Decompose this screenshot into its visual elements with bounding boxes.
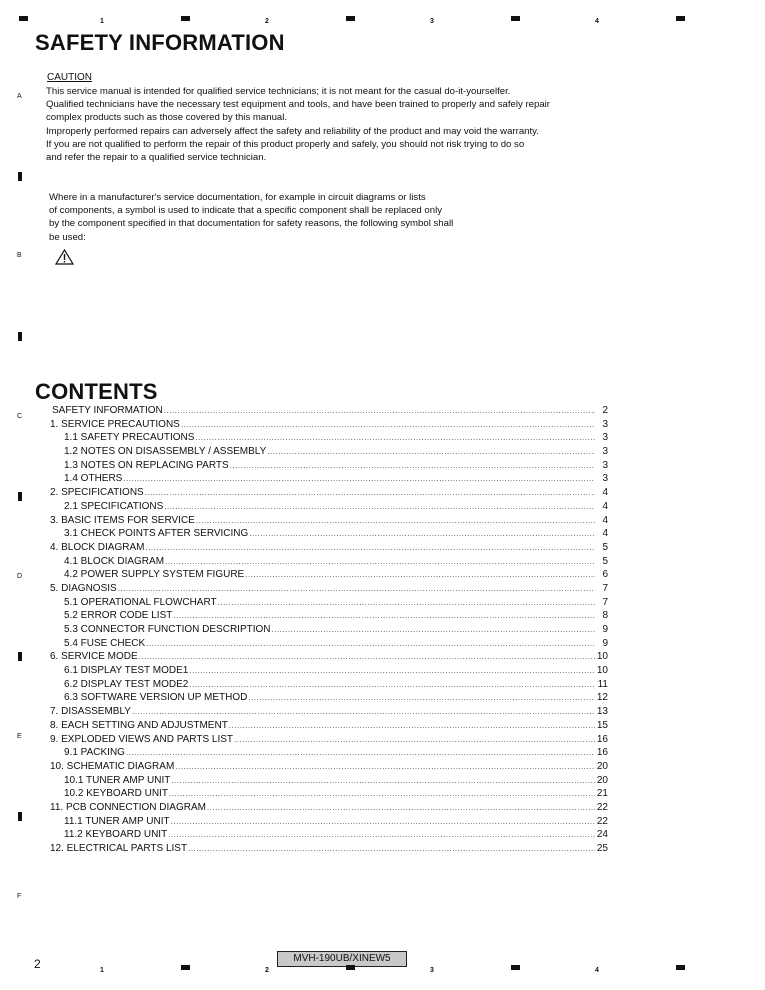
toc-entry xyxy=(40,746,608,760)
toc-entry xyxy=(40,527,608,541)
toc-leader-dots xyxy=(165,555,595,569)
toc-leader-dots xyxy=(132,705,595,719)
symbol-line: Where in a manufacturer's service documentation, for example in circuit diagrams or lists xyxy=(49,192,426,203)
toc-entry-page: 20 xyxy=(596,774,608,786)
toc-entry-page: 20 xyxy=(596,760,608,772)
toc-entry-page: 4 xyxy=(602,528,608,540)
registration-mark xyxy=(19,16,28,21)
toc-leader-dots xyxy=(188,842,595,856)
toc-leader-dots xyxy=(146,637,595,651)
toc-entry-page: 3 xyxy=(602,446,608,458)
symbol-line: by the component specified in that documentation for safety reasons, the following symbol shall xyxy=(49,218,454,230)
registration-mark xyxy=(346,965,355,970)
toc-entry-title: 5. DIAGNOSIS xyxy=(50,582,117,594)
caution-line: and refer the repair to a qualified service technician. xyxy=(46,152,267,164)
symbol-text xyxy=(49,191,453,244)
toc-entry xyxy=(40,541,608,555)
registration-mark xyxy=(18,652,22,661)
toc-entry-page: 11 xyxy=(597,678,608,690)
toc-leader-dots xyxy=(145,541,595,555)
toc-leader-dots xyxy=(267,445,595,459)
toc-entry-title: 5.4 FUSE CHECK xyxy=(64,637,146,649)
row-letter: D xyxy=(17,573,23,580)
toc-entry-title: 5.2 ERROR CODE LIST xyxy=(64,610,173,622)
toc-entry-page: 4 xyxy=(602,514,608,526)
row-letter: E xyxy=(17,733,22,740)
registration-mark xyxy=(18,492,22,501)
toc-entry-title: 7. DISASSEMBLY xyxy=(50,706,131,718)
safety-title: SAFETY INFORMATION xyxy=(35,30,285,55)
toc-entry-title: 10. SCHEMATIC DIAGRAM xyxy=(50,760,175,772)
toc-entry xyxy=(40,664,608,678)
toc-entry-page: 3 xyxy=(602,418,608,430)
toc-leader-dots xyxy=(181,418,595,432)
toc-entry-title: 3. BASIC ITEMS FOR SERVICE xyxy=(50,514,195,526)
toc-entry-title: 1. SERVICE PRECAUTIONS xyxy=(50,418,180,430)
toc-entry xyxy=(40,733,608,747)
toc-leader-dots xyxy=(123,472,595,486)
toc-entry xyxy=(40,705,608,719)
toc-leader-dots xyxy=(139,650,595,664)
toc-leader-dots xyxy=(171,774,595,788)
toc-entry-page: 21 xyxy=(596,788,608,800)
toc-entry-title: 9. EXPLODED VIEWS AND PARTS LIST xyxy=(50,733,234,745)
toc-entry-page: 13 xyxy=(596,706,608,718)
toc-entry-title: 4. BLOCK DIAGRAM xyxy=(50,541,145,553)
toc-entry-page: 16 xyxy=(596,747,608,759)
toc-leader-dots xyxy=(164,500,595,514)
toc-entry-title: 12. ELECTRICAL PARTS LIST xyxy=(50,843,188,854)
toc-entry xyxy=(40,760,608,774)
toc-entry-page: 3 xyxy=(602,432,608,444)
row-letter: B xyxy=(17,252,22,259)
caution-text xyxy=(46,85,550,164)
contents-title: CONTENTS xyxy=(35,379,158,404)
column-number: 3 xyxy=(430,967,434,974)
toc-entry-title: 6.3 SOFTWARE VERSION UP METHOD xyxy=(64,692,248,704)
column-number: 2 xyxy=(265,18,269,25)
toc-entry-page: 3 xyxy=(602,473,608,485)
toc-leader-dots xyxy=(207,801,595,815)
toc-leader-dots xyxy=(248,691,595,705)
column-number: 4 xyxy=(595,18,599,25)
column-number: 2 xyxy=(265,967,269,974)
row-letter: A xyxy=(17,93,22,100)
toc-entry-page: 12 xyxy=(596,692,608,704)
toc-entry xyxy=(40,418,608,432)
page-number: 2 xyxy=(34,957,41,971)
registration-mark xyxy=(676,965,685,970)
toc-entry xyxy=(40,828,608,842)
registration-mark xyxy=(181,16,190,21)
toc-leader-dots xyxy=(249,527,595,541)
toc-entry xyxy=(40,691,608,705)
table-of-contents xyxy=(40,404,608,856)
column-number: 1 xyxy=(100,18,104,25)
toc-entry xyxy=(40,609,608,623)
row-letter: C xyxy=(17,413,23,420)
symbol-line: of components, a symbol is used to indicate that a specific component shall be replaced only xyxy=(49,205,443,217)
caution-line: This service manual is intended for qualified service technicians; it is not meant for the casual do-it-yourselfer. xyxy=(46,86,511,97)
toc-leader-dots xyxy=(164,404,595,418)
toc-entry xyxy=(40,774,608,788)
toc-entry-page: 5 xyxy=(602,541,608,553)
registration-mark xyxy=(676,16,685,21)
toc-entry-title: 2. SPECIFICATIONS xyxy=(50,487,144,499)
toc-entry xyxy=(40,623,608,637)
toc-entry-title: 10.2 KEYBOARD UNIT xyxy=(64,788,168,800)
toc-entry-title: 1.1 SAFETY PRECAUTIONS xyxy=(64,432,195,444)
toc-entry-page: 7 xyxy=(602,582,608,594)
toc-entry xyxy=(40,404,608,418)
toc-leader-dots xyxy=(230,459,595,473)
toc-entry-title: 2.1 SPECIFICATIONS xyxy=(64,500,164,512)
toc-entry-title: 6.1 DISPLAY TEST MODE1 xyxy=(64,665,189,677)
toc-entry-title: 6.2 DISPLAY TEST MODE2 xyxy=(64,678,189,690)
toc-entry-page: 10 xyxy=(596,665,608,677)
toc-entry-page: 9 xyxy=(602,624,608,635)
toc-entry-page: 6 xyxy=(602,569,608,581)
toc-leader-dots xyxy=(245,568,595,582)
toc-leader-dots xyxy=(189,678,595,692)
toc-entry-title: 4.1 BLOCK DIAGRAM xyxy=(64,555,165,567)
toc-entry xyxy=(40,431,608,445)
toc-entry xyxy=(40,459,608,473)
registration-mark xyxy=(18,812,22,821)
registration-mark xyxy=(18,332,22,341)
toc-entry-title: 11.1 TUNER AMP UNIT xyxy=(64,815,170,827)
caution-line: Qualified technicians have the necessary test equipment and tools, and have been trained to properly and safely repair xyxy=(46,99,550,111)
toc-leader-dots xyxy=(195,431,595,445)
caution-label: CAUTION xyxy=(47,72,92,83)
toc-entry xyxy=(40,801,608,815)
toc-entry-page: 8 xyxy=(602,610,608,622)
toc-entry xyxy=(40,596,608,610)
caution-line: complex products such as those covered by this manual. xyxy=(46,112,288,124)
toc-entry-page: 25 xyxy=(596,843,608,854)
toc-entry-title: 1.4 OTHERS xyxy=(64,473,123,485)
toc-entry-page: 2 xyxy=(602,405,608,416)
column-number: 1 xyxy=(100,967,104,974)
toc-leader-dots xyxy=(173,609,595,623)
toc-entry-title: 11. PCB CONNECTION DIAGRAM xyxy=(50,801,206,813)
toc-entry-page: 5 xyxy=(602,555,608,567)
toc-entry-title: 8. EACH SETTING AND ADJUSTMENT xyxy=(50,719,228,731)
toc-entry xyxy=(40,637,608,651)
toc-entry-page: 9 xyxy=(602,637,608,649)
toc-entry-page: 24 xyxy=(596,829,608,841)
toc-entry xyxy=(40,445,608,459)
toc-entry-title: SAFETY INFORMATION xyxy=(52,405,163,416)
toc-leader-dots xyxy=(171,815,595,829)
warning-triangle-icon xyxy=(55,249,74,265)
toc-entry xyxy=(40,815,608,829)
toc-entry xyxy=(40,500,608,514)
toc-entry-title: 5.3 CONNECTOR FUNCTION DESCRIPTION xyxy=(64,624,271,635)
toc-entry xyxy=(40,582,608,596)
column-number: 4 xyxy=(595,967,599,974)
registration-mark xyxy=(511,16,520,21)
registration-mark xyxy=(346,16,355,21)
toc-entry-title: 10.1 TUNER AMP UNIT xyxy=(64,774,171,786)
toc-entry xyxy=(40,486,608,500)
toc-entry-title: 4.2 POWER SUPPLY SYSTEM FIGURE xyxy=(64,569,245,581)
toc-leader-dots xyxy=(126,746,595,760)
toc-leader-dots xyxy=(175,760,595,774)
toc-leader-dots xyxy=(272,623,596,637)
caution-line: Improperly performed repairs can adversely affect the safety and reliability of the product and may void the warranty. xyxy=(46,125,539,137)
toc-leader-dots xyxy=(145,486,595,500)
row-letter: F xyxy=(17,893,22,900)
toc-entry-page: 4 xyxy=(602,500,608,512)
toc-entry xyxy=(40,650,608,664)
toc-entry-page: 7 xyxy=(602,596,608,608)
toc-leader-dots xyxy=(218,596,595,610)
toc-leader-dots xyxy=(229,719,595,733)
toc-entry-title: 5.1 OPERATIONAL FLOWCHART xyxy=(64,596,217,608)
symbol-line: be used: xyxy=(49,231,86,243)
toc-leader-dots xyxy=(189,664,595,678)
registration-mark xyxy=(18,172,22,181)
toc-entry xyxy=(40,555,608,569)
toc-entry xyxy=(40,719,608,733)
toc-entry xyxy=(40,568,608,582)
toc-entry-page: 4 xyxy=(602,487,608,499)
model-number: MVH-190UB/XINEW5 xyxy=(277,951,407,967)
toc-entry-title: 1.2 NOTES ON DISASSEMBLY / ASSEMBLY xyxy=(64,446,267,458)
toc-entry-page: 22 xyxy=(596,801,608,813)
toc-leader-dots xyxy=(168,828,595,842)
toc-entry-page: 10 xyxy=(596,651,608,663)
toc-entry xyxy=(40,472,608,486)
toc-entry-page: 15 xyxy=(596,719,608,731)
toc-entry-page: 22 xyxy=(596,815,608,827)
toc-entry xyxy=(40,842,608,856)
caution-line: If you are not qualified to perform the repair of this product properly and safely, you should not risk trying to do so xyxy=(46,138,525,150)
toc-entry-title: 3.1 CHECK POINTS AFTER SERVICING xyxy=(64,528,249,540)
toc-entry-page: 16 xyxy=(596,733,608,745)
registration-mark xyxy=(181,965,190,970)
toc-leader-dots xyxy=(118,582,595,596)
registration-mark xyxy=(511,965,520,970)
toc-entry-title: 1.3 NOTES ON REPLACING PARTS xyxy=(64,459,229,471)
toc-entry xyxy=(40,514,608,528)
toc-entry xyxy=(40,678,608,692)
toc-entry-title: 11.2 KEYBOARD UNIT xyxy=(64,829,168,841)
toc-leader-dots xyxy=(234,733,595,747)
toc-leader-dots xyxy=(196,514,595,528)
column-number: 3 xyxy=(430,18,434,25)
toc-entry xyxy=(40,787,608,801)
toc-entry-page: 3 xyxy=(602,459,608,471)
toc-leader-dots xyxy=(169,787,595,801)
toc-entry-title: 9.1 PACKING xyxy=(64,747,125,759)
toc-entry-title: 6. SERVICE MODE xyxy=(50,651,138,663)
